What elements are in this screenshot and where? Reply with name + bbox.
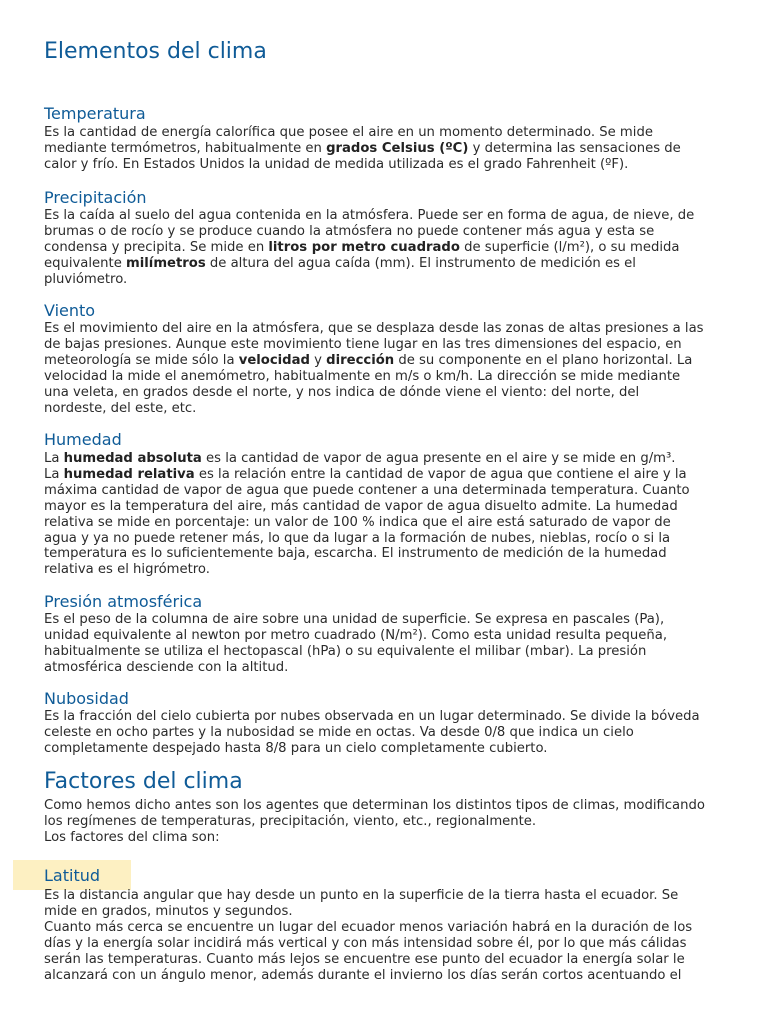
heading-nubosidad: Nubosidad	[44, 689, 129, 708]
paragraph-temperatura: Es la cantidad de energía calorífica que posee el aire en un momento determinado. Se mide mediante termómetros, habitualmente en grados Celsius (ºC) y determina las sensaciones de calor y frío. En Estados Unidos la unidad de medida utilizada es el grado Fahrenheit (ºF).	[44, 125, 681, 172]
heading-presion-atmosferica: Presión atmosférica	[44, 592, 203, 611]
heading-precipitacion: Precipitación	[44, 188, 147, 207]
title-factores-del-clima: Factores del clima	[44, 769, 243, 794]
paragraph-precipitacion: Es la caída al suelo del agua contenida en la atmósfera. Puede ser en forma de agua, de nieve, de brumas o de rocío y se produce cuando la atmósfera no puede contener más agua y esta se condensa y precipita. Se mide en litros por metro cuadrado de superficie (l/m²), o su medida equivalente milímetros de altura del agua caída (mm). El instrumento de medición es el pluviómetro.	[44, 208, 695, 287]
paragraph-nubosidad: Es la fracción del cielo cubierta por nubes observada en un lugar determinado. Se divide la bóveda celeste en ocho partes y la nubosidad se mide en octas. Va desde 0/8 que indica un cielo completamente despejado hasta 8/8 para un cielo completamente cubierto.	[44, 709, 700, 756]
paragraph-presion: Es el peso de la columna de aire sobre una unidad de superficie. Se expresa en pascales (Pa), unidad equivalente al newton por metro cuadrado (N/m²). Como esta unidad resulta pequeña, habitualmente se utiliza el hectopascal (hPa) o su equivalente el milibar (mbar). La presión atmosférica desciende con la altitud.	[44, 612, 668, 675]
paragraph-latitud: Es la distancia angular que hay desde un punto en la superficie de la tierra hasta el ecuador. Se mide en grados, minutos y segundos. Cuanto más cerca se encuentre un lugar del ecuador menos variación habrá en la duración de los días y la energía solar incidirá más vertical y con más intensidad sobre él, por lo que más cálidas serán las temperaturas. Cuanto más lejos se encuentre ese punto del ecuador la energía solar le alcanzará con un ángulo menor, además durante el invierno los días serán cortos acentuando el	[44, 888, 693, 983]
heading-viento: Viento	[44, 301, 96, 320]
heading-temperatura: Temperatura	[44, 104, 146, 123]
heading-humedad: Humedad	[44, 430, 122, 449]
title-elementos-del-clima: Elementos del clima	[44, 39, 267, 64]
paragraph-factores: Como hemos dicho antes son los agentes que determinan los distintos tipos de climas, modificando los regímenes de temperaturas, precipitación, viento, etc., regionalmente. Los factores del clima son:	[44, 798, 705, 845]
paragraph-humedad: La humedad absoluta es la cantidad de vapor de agua presente en el aire y se mide en g/m³. La humedad relativa es la relación entre la cantidad de vapor de agua que contiene el aire y la máxima cantidad de vapor de agua que puede contener a una determinada temperatura. Cuanto mayor es la temperatura del aire, más cantidad de vapor de agua disuelto admite. La humedad relativa se mide en porcentaje: un valor de 100 % indica que el aire está saturado de vapor de agua y ya no puede retener más, lo que da lugar a la formación de nubes, nieblas, rocío o si la temperatura es lo suficientemente baja, escarcha. El instrumento de medición de la humedad relativa es el higrómetro.	[44, 451, 690, 578]
paragraph-viento: Es el movimiento del aire en la atmósfera, que se desplaza desde las zonas de altas presiones a las de bajas presiones. Aunque este movimiento tiene lugar en las tres dimensiones del espacio, en meteorología se mide sólo la velocidad y dirección de su componente en el plano horizontal. La velocidad la mide el anemómetro, habitualmente en m/s o km/h. La dirección se mide mediante una veleta, en grados desde el norte, y nos indica de dónde viene el viento: del norte, del nordeste, del este, etc.	[44, 321, 704, 416]
heading-latitud: Latitud	[44, 866, 101, 885]
